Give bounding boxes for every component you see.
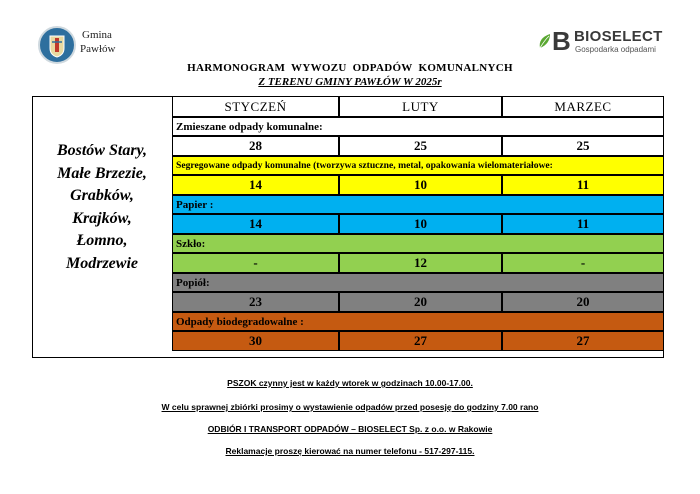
pickup-dates-row bbox=[172, 214, 664, 234]
pickup-dates-row bbox=[172, 136, 664, 156]
brand-b-letter: B bbox=[552, 26, 571, 56]
bioselect-logo bbox=[538, 28, 668, 58]
pickup-day: 20 bbox=[502, 292, 664, 312]
coat-of-arms-icon bbox=[38, 26, 76, 64]
locality: Krajków, bbox=[72, 209, 132, 227]
locality: Grabków, bbox=[70, 187, 134, 204]
pickup-day: - bbox=[172, 253, 339, 273]
footer-collection-time bbox=[0, 402, 700, 412]
pickup-day: 10 bbox=[339, 214, 502, 234]
pickup-day: 30 bbox=[172, 331, 339, 351]
pickup-day: 11 bbox=[502, 175, 664, 195]
pickup-day: 28 bbox=[172, 136, 339, 156]
brand-suffix: SELECT bbox=[601, 28, 663, 45]
locality: Bostów Stary, bbox=[56, 142, 148, 159]
brand-tagline: Gospodarka odpadami bbox=[575, 45, 656, 54]
pickup-dates-row bbox=[172, 292, 664, 312]
pickup-dates-row bbox=[172, 331, 664, 351]
waste-type-label: Szkło: bbox=[172, 234, 664, 253]
month-header: MARZEC bbox=[502, 96, 664, 117]
locality: Łomno, bbox=[76, 232, 128, 249]
brand-prefix: BIO bbox=[574, 28, 602, 45]
waste-type-label: Segregowane odpady komunalne (tworzywa sztuczne, metal, opakowania wielomateriałowe: bbox=[172, 156, 664, 175]
waste-type-label: Odpady biodegradowalne : bbox=[172, 312, 664, 331]
schedule-subtitle: Z TERENU GMINY PAWŁÓW W 2025r bbox=[258, 76, 442, 88]
pickup-day: 12 bbox=[339, 253, 502, 273]
pickup-day: 27 bbox=[339, 331, 502, 351]
waste-type-label: Popiół: bbox=[172, 273, 664, 292]
schedule-title: HARMONOGRAM WYWOZU ODPADÓW KOMUNALNYCH bbox=[187, 62, 513, 74]
brand-name bbox=[574, 28, 663, 45]
pickup-day: - bbox=[502, 253, 664, 273]
footer-transport bbox=[0, 424, 700, 434]
pickup-day: 20 bbox=[339, 292, 502, 312]
pickup-day: 25 bbox=[339, 136, 502, 156]
pawlow-label: Pawłów bbox=[80, 43, 116, 55]
month-header: STYCZEŃ bbox=[172, 96, 339, 117]
pickup-day: 25 bbox=[502, 136, 664, 156]
pickup-day: 10 bbox=[339, 175, 502, 195]
pickup-day: 23 bbox=[172, 292, 339, 312]
schedule-table bbox=[172, 96, 664, 351]
leaf-icon bbox=[538, 32, 552, 50]
waste-type-label: Papier : bbox=[172, 195, 664, 214]
gmina-label: Gmina bbox=[82, 29, 112, 41]
pickup-day: 14 bbox=[172, 214, 339, 234]
gmina-logo bbox=[38, 26, 188, 66]
pickup-day: 14 bbox=[172, 175, 339, 195]
localities-list bbox=[32, 140, 172, 275]
pickup-day: 11 bbox=[502, 214, 664, 234]
pickup-dates-row bbox=[172, 175, 664, 195]
footer-collection-time-text: W celu sprawnej zbiórki prosimy o wystawienie odpadów przed posesję do godziny 7.00 rano bbox=[161, 402, 539, 412]
footer-complaints-text: Reklamacje proszę kierować na numer telefonu - 517-297-115. bbox=[225, 446, 475, 456]
pickup-dates-row bbox=[172, 253, 664, 273]
locality: Małe Brzezie, bbox=[57, 164, 147, 182]
footer-pszok bbox=[0, 378, 700, 388]
footer-complaints bbox=[0, 446, 700, 456]
pickup-day: 27 bbox=[502, 331, 664, 351]
month-header: LUTY bbox=[339, 96, 502, 117]
locality: Modrzewie bbox=[66, 254, 138, 272]
month-header-row bbox=[172, 96, 664, 117]
footer-pszok-text: PSZOK czynny jest w każdy wtorek w godzinach 10.00-17.00. bbox=[227, 378, 473, 388]
footer-transport-text: ODBIÓR I TRANSPORT ODPADÓW – BIOSELECT Sp. z o.o. w Rakowie bbox=[207, 424, 493, 434]
waste-type-label: Zmieszane odpady komunalne: bbox=[172, 117, 664, 136]
